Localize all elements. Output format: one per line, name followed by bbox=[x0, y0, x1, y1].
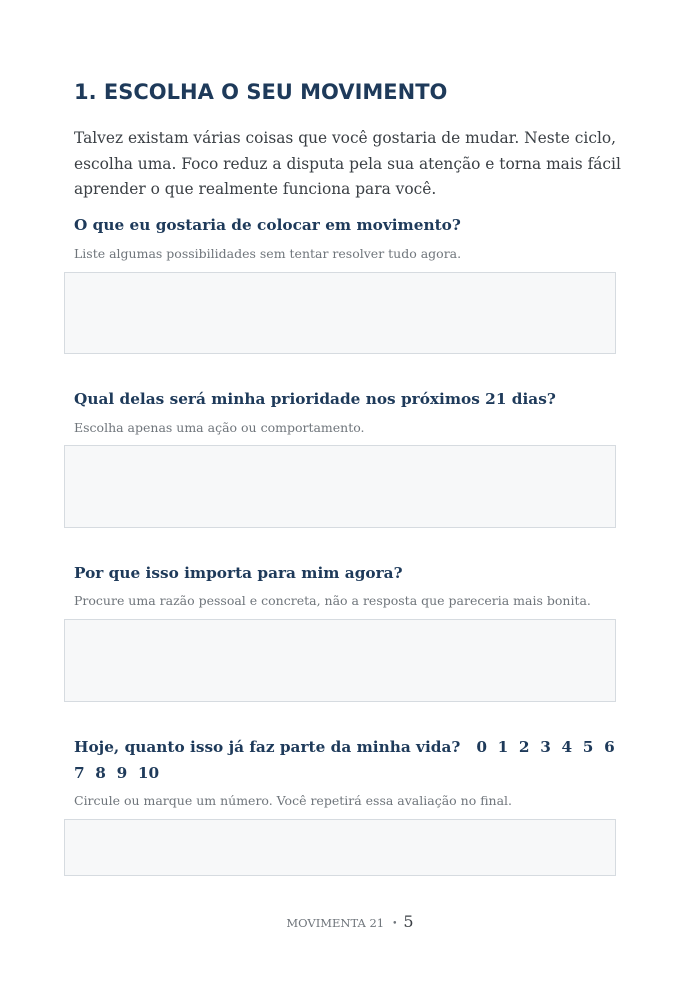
question-2-label: Qual delas será minha prioridade nos próximos 21 dias? bbox=[74, 390, 556, 408]
question-4-label-line bbox=[74, 734, 626, 786]
question-1-label: O que eu gostaria de colocar em movimento? bbox=[74, 216, 461, 234]
rating-scale-0-10[interactable]: 0 1 2 3 4 5 6 7 8 9 10 bbox=[74, 738, 626, 782]
question-4-hint: Circule ou marque um número. Você repetirá essa avaliação no final. bbox=[74, 793, 513, 808]
page-number: 5 bbox=[403, 912, 414, 931]
page-footer bbox=[0, 912, 700, 931]
question-4-label: Hoje, quanto isso já faz parte da minha vida? bbox=[74, 738, 461, 756]
question-1-answer-box[interactable] bbox=[64, 272, 616, 354]
question-2-hint: Escolha apenas uma ação ou comportamento. bbox=[74, 420, 365, 435]
section-intro: Talvez existam várias coisas que você gostaria de mudar. Neste ciclo, escolha uma. Foco reduz a disputa pela sua atenção e torna mais fácil aprender o que realmente funciona para você. bbox=[74, 129, 621, 198]
question-3-label: Por que isso importa para mim agora? bbox=[74, 564, 403, 582]
question-3-answer-box[interactable] bbox=[64, 619, 616, 702]
section-title: 1. ESCOLHA O SEU MOVIMENTO bbox=[74, 80, 448, 104]
question-3-hint: Procure uma razão pessoal e concreta, não a resposta que pareceria mais bonita. bbox=[74, 593, 591, 608]
question-1-hint: Liste algumas possibilidades sem tentar resolver tudo agora. bbox=[74, 246, 462, 261]
footer-brand: MOVIMENTA 21 bbox=[286, 916, 385, 930]
footer-separator: • bbox=[392, 919, 398, 929]
question-4-answer-box[interactable] bbox=[64, 819, 616, 876]
question-2-answer-box[interactable] bbox=[64, 445, 616, 528]
